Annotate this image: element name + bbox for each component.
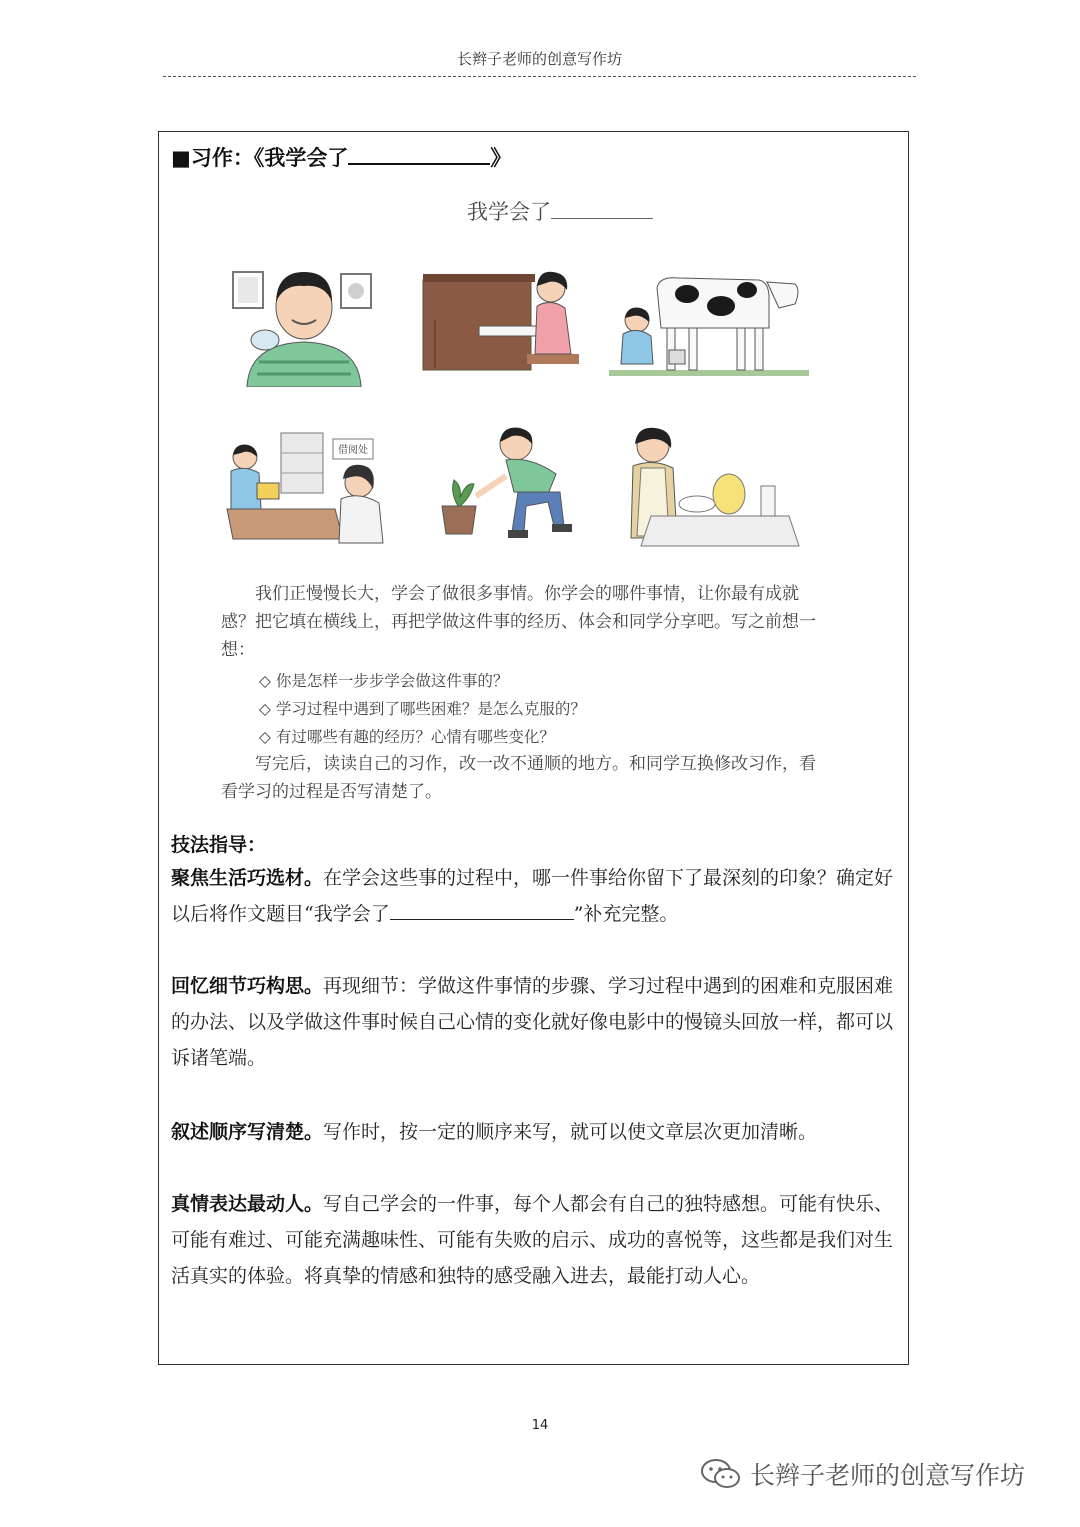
library-sign: 借阅处: [338, 445, 368, 456]
boy-planting-illustration: [436, 422, 581, 552]
textbook-excerpt: [211, 182, 851, 822]
guide-p1-text-b: ”补充完整。: [573, 903, 679, 925]
guide-p4-text: 写自己学会的一件事，每个人都会有自己的独特感想。可能有快乐、可能有难过、可能充满趣味性、可能有失败的启示、成功的喜悦等，这些都是我们对生活真实的体验。将真挚的情感和独特的感受融入进去，最能打动人心。: [171, 1193, 894, 1287]
inline-title-blank: [390, 901, 574, 920]
title-blank: [348, 145, 490, 165]
textbook-paragraph-1: 我们正慢慢长大，学会了做很多事情。你学会的哪件事情，让你最有成就感？把它填在横线上，再把学做这件事的经历、体会和同学分享吧。写之前想一想：: [221, 584, 816, 660]
boy-with-badge-illustration: [229, 262, 379, 387]
textbook-bullet-2: ◇ 学习过程中遇到了哪些困难？是怎么克服的？: [259, 700, 586, 718]
page-header: [163, 48, 916, 77]
textbook-title: [467, 196, 653, 226]
watermark: [700, 1454, 1025, 1494]
girl-cooking-illustration: [611, 420, 801, 555]
page-number: 14: [531, 1418, 549, 1433]
library-borrowing-illustration: [223, 427, 393, 547]
guide-p2-bold: 回忆细节巧构思。: [171, 975, 324, 997]
guide-p4-bold: 真情表达最动人。: [171, 1193, 324, 1215]
textbook-paragraph-2: 写完后，读读自己的习作，改一改不通顺的地方。和同学互换修改习作，看看学习的过程是否写清楚了。: [221, 754, 816, 802]
textbook-bullet-3: ◇ 有过哪些有趣的经历？心情有哪些变化？: [259, 728, 555, 746]
textbook-title-blank: [551, 202, 653, 219]
worksheet-frame: [158, 131, 909, 1365]
textbook-title-text: 我学会了: [467, 200, 551, 224]
guide-paragraph-4: [171, 1186, 899, 1294]
assignment-title-prefix: ■习作：《我学会了: [171, 146, 349, 170]
header-title: 长辫子老师的创意写作坊: [456, 50, 622, 68]
girl-playing-piano-illustration: [419, 260, 589, 385]
guide-p2-text: 再现细节：学做这件事情的步骤、学习过程中遇到的困难和克服困难的办法、以及学做这件事时候自己心情的变化就好像电影中的慢镜头回放一样，都可以诉诸笔端。: [171, 975, 894, 1069]
assignment-title-suffix: 》: [490, 146, 512, 170]
guide-paragraph-3: [171, 1114, 899, 1150]
wechat-icon: [700, 1457, 742, 1491]
guide-p3-text: 写作时，按一定的顺序来写，就可以使文章层次更加清晰。: [323, 1121, 818, 1143]
guide-heading: 技法指导：: [171, 834, 267, 856]
watermark-text: 长辫子老师的创意写作坊: [750, 1461, 1026, 1490]
girl-milking-cow-illustration: [609, 268, 809, 378]
guide-paragraph-1: [171, 860, 899, 932]
guide-p1-bold: 聚焦生活巧选材。: [171, 867, 324, 889]
guide-p3-bold: 叙述顺序写清楚。: [171, 1121, 324, 1143]
guide-paragraph-2: [171, 968, 899, 1076]
guide-p1-text-a: 在学会这些事的过程中，哪一件事给你留下了最深刻的印象？确定好以后将作文题目“我学会了: [171, 867, 894, 925]
assignment-title: [171, 142, 511, 172]
textbook-bullet-1: ◇ 你是怎样一步步学会做这件事的？: [259, 672, 509, 690]
